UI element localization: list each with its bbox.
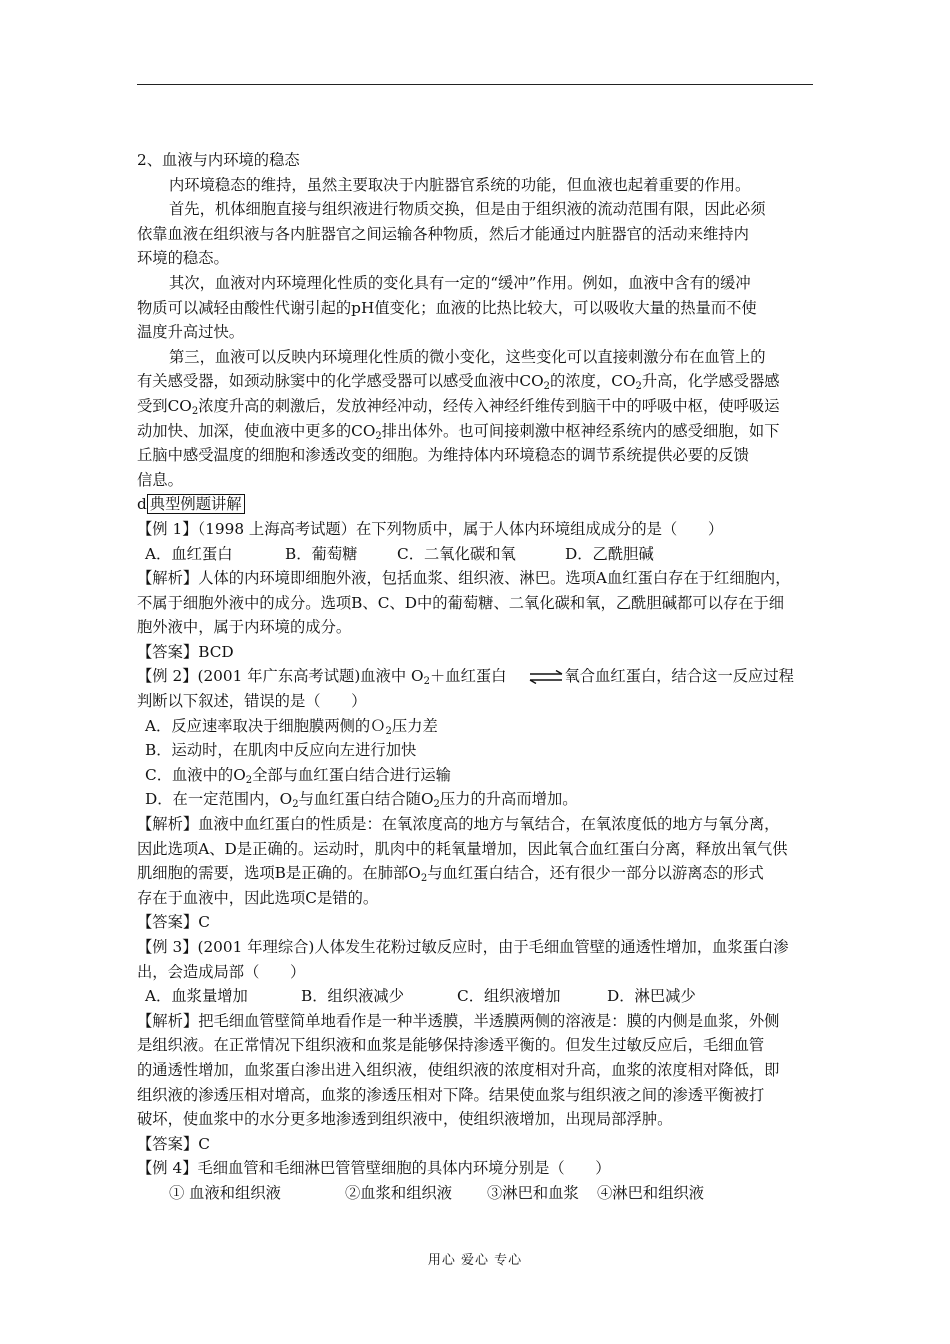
example-2-analysis: 肌细胞的需要，选项B是正确的。在肺部$O_2$与血红蛋白结合，还有很少一部分以游离态的形式 xyxy=(137,864,764,885)
section-title: 2、血液与内环境的稳态 xyxy=(137,151,300,169)
example-3-answer: 【答案】C xyxy=(137,1134,210,1153)
example-3-analysis: 组织液的渗透压相对增高，血浆的渗透压相对下降。结果使血浆与组织液之间的渗透平衡被打 xyxy=(137,1085,765,1104)
examples-heading-box: 典型例题讲解 xyxy=(147,494,245,514)
paragraph-4-line: 第三，血液可以反映内环境理化性质的微小变化，这些变化可以直接刺激分布在血管上的 xyxy=(169,347,766,366)
option-a: A．血浆量增加 xyxy=(145,987,248,1006)
option-d: D．乙酰胆碱 xyxy=(565,544,654,563)
document-body xyxy=(137,148,817,1206)
option-1: ① 血液和组织液 xyxy=(169,1183,281,1202)
option-d: D．淋巴减少 xyxy=(607,987,696,1006)
example-3-question: 出，会造成局部（ ） xyxy=(137,962,306,981)
option-a: A．反应速率取决于细胞膜两侧的Ｏ$_2$压力差 xyxy=(145,716,438,737)
option-c: C．组织液增加 xyxy=(457,987,561,1006)
paragraph-4-line: 丘脑中感受温度的细胞和渗透改变的细胞。为维持体内环境稳态的调节系统提供必要的反馈 xyxy=(137,446,749,465)
example-1-analysis: 不属于细胞外液中的成分。选项B、C、D中的葡萄糖、二氧化碳和氧，乙酰胆碱都可以存在于细 xyxy=(137,593,785,612)
option-a: A．血红蛋白 xyxy=(145,544,233,563)
option-c: C．二氧化碳和氧 xyxy=(397,544,516,563)
page-footer: 用心 爱心 专心 xyxy=(427,1253,523,1268)
paragraph-1: 内环境稳态的维持，虽然主要取决于内脏器官系统的功能，但血液也起着重要的作用。 xyxy=(169,175,751,194)
option-4: ④淋巴和组织液 xyxy=(597,1183,705,1202)
example-2-question: 【例 2】(2001 年广东高考试题)血液中 $O_2+$血红蛋白 氧合血红蛋白，结合这一反应过程 xyxy=(137,667,794,688)
example-3-options xyxy=(137,984,817,1009)
option-c: C．血液中的$O_2$全部与血红蛋白结合进行运输 xyxy=(145,765,451,786)
example-1-analysis: 胞外液中，属于内环境的成分。 xyxy=(137,618,352,637)
example-2-answer: 【答案】C xyxy=(137,913,210,932)
paragraph-2-line: 首先，机体细胞直接与组织液进行物质交换，但是由于组织液的流动范围有限，因此必须 xyxy=(169,200,766,219)
option-b: B．组织液减少 xyxy=(301,987,405,1006)
option-d: D．在一定范围内，$O_2$与血红蛋白结合随$O_2$压力的升高而增加。 xyxy=(145,790,578,811)
example-3-analysis: 的通透性增加，血浆蛋白渗出进入组织液，使组织液的浓度相对升高，血浆的浓度相对降低，即 xyxy=(137,1060,780,1079)
example-4-question: 【例 4】毛细血管和毛细淋巴管管壁细胞的具体内环境分别是（ ） xyxy=(137,1159,611,1178)
example-1-question: 【例 1】（1998 上海高考试题）在下列物质中，属于人体内环境组成成分的是（ ） xyxy=(137,519,724,538)
example-3-analysis: 【解析】把毛细血管壁简单地看作是一种半透膜，半透膜两侧的溶液是：膜的内侧是血浆，外侧 xyxy=(137,1011,780,1030)
paragraph-4-line: 动加快、加深，使血液中更多的$CO_2$排出体外。也可间接刺激中枢神经系统内的感受细胞，如下 xyxy=(137,421,780,442)
examples-heading: d 典型例题讲解 xyxy=(137,492,817,517)
header-rule xyxy=(137,84,813,85)
example-1-options xyxy=(137,542,817,567)
option-b: B．运动时，在肌肉中反应向左进行加快 xyxy=(145,741,417,760)
example-4-options xyxy=(137,1181,817,1206)
example-1-answer: 【答案】BCD xyxy=(137,642,234,661)
example-3-analysis: 破坏，使血浆中的水分更多地渗透到组织液中，使组织液增加，出现局部浮肿。 xyxy=(137,1110,673,1129)
paragraph-3-line: 温度升高过快。 xyxy=(137,323,245,342)
option-b: B．葡萄糖 xyxy=(285,544,358,563)
paragraph-4-line: 受到$CO_2$浓度升高的刺激后，发放神经冲动，经传入神经纤维传到脑干中的呼吸中枢，使呼吸运 xyxy=(137,396,780,417)
example-3-question: 【例 3】(2001 年理综合)人体发生花粉过敏反应时，由于毛细血管壁的通透性增加，血浆蛋白渗 xyxy=(137,938,789,956)
paragraph-2-line: 依靠血液在组织液与各内脏器官之间运输各种物质，然后才能通过内脏器官的活动来维持内 xyxy=(137,224,749,243)
example-1-analysis: 【解析】人体的内环境即细胞外液，包括血浆、组织液、淋巴。选项A血红蛋白存在于红细胞内， xyxy=(137,569,791,588)
paragraph-3-line: 物质可以减轻由酸性代谢引起的pH值变化；血液的比热比较大，可以吸收大量的热量而不使 xyxy=(137,298,757,317)
reversible-arrow-icon xyxy=(528,670,564,684)
example-2-question: 判断以下叙述，错误的是（ ） xyxy=(137,692,367,711)
option-2: ②血浆和组织液 xyxy=(345,1183,453,1202)
option-3: ③淋巴和血浆 xyxy=(487,1183,579,1202)
example-3-analysis: 是组织液。在正常情况下组织液和血浆是能够保持渗透平衡的。但发生过敏反应后，毛细血管 xyxy=(137,1036,765,1055)
example-2-analysis: 【解析】血液中血红蛋白的性质是：在氧浓度高的地方与氧结合，在氧浓度低的地方与氧分离， xyxy=(137,815,780,834)
example-2-analysis: 因此选项A、D是正确的。运动时，肌肉中的耗氧量增加，因此氧合血红蛋白分离，释放出氧气供 xyxy=(137,839,788,858)
paragraph-4-line: 信息。 xyxy=(137,470,183,489)
paragraph-4-line: 有关感受器，如颈动脉窦中的化学感受器可以感受血液中$CO_2$的浓度，$CO_2$升高，化学感受器感 xyxy=(137,372,780,393)
paragraph-3-line: 其次，血液对内环境理化性质的变化具有一定的“缓冲”作用。例如，血液中含有的缓冲 xyxy=(169,273,751,292)
paragraph-2-line: 环境的稳态。 xyxy=(137,249,229,268)
example-2-analysis: 存在于血液中，因此选项C是错的。 xyxy=(137,888,379,907)
